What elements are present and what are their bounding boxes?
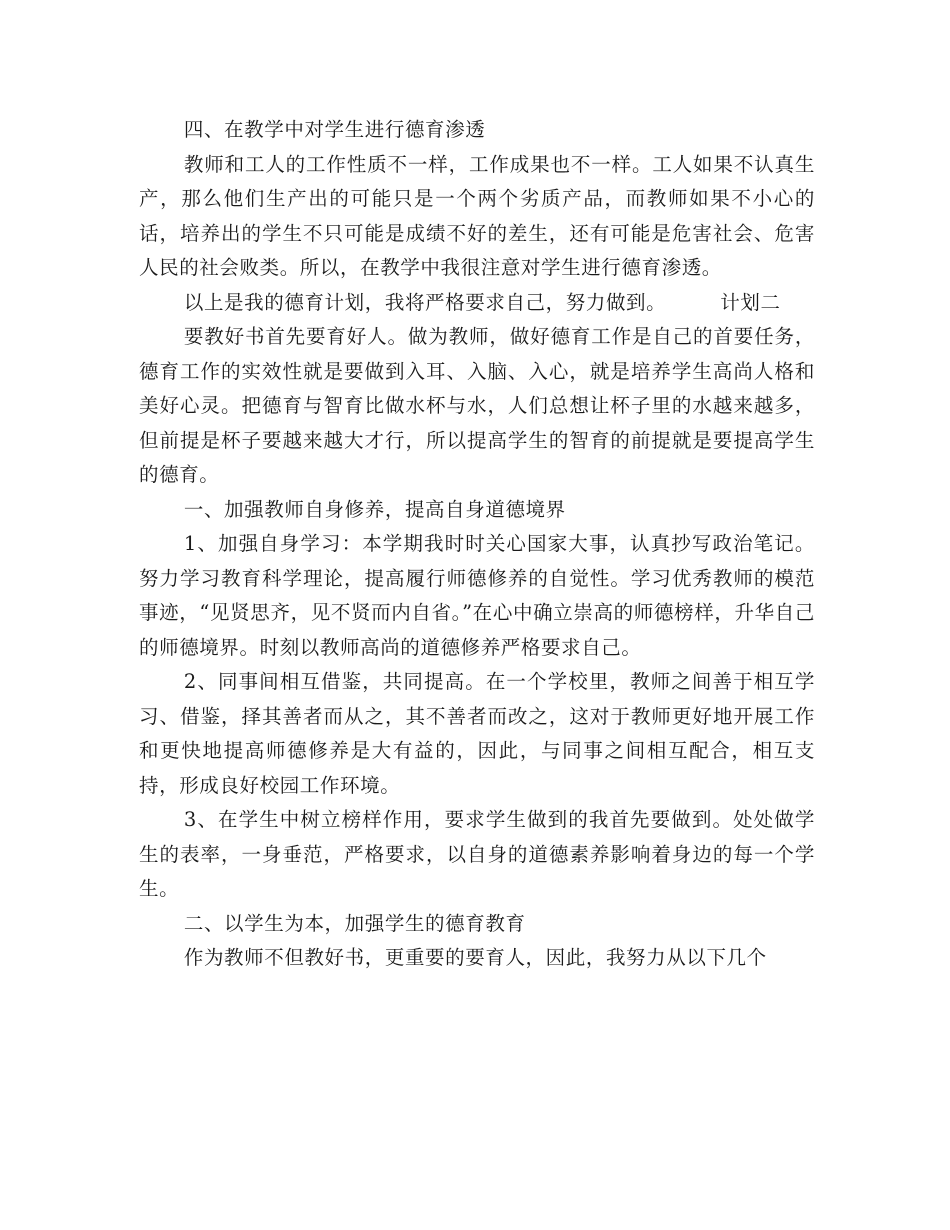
paragraph-text: 以上是我的德育计划，我将严格要求自己，努力做到。 [183, 290, 667, 314]
body-paragraph: 教师和工人的工作性质不一样，工作成果也不一样。工人如果不认真生产，那么他们生产出的可能只是一个两个劣质产品，而教师如果不小心的话，培养出的学生不只可能是成绩不好的差生，还有可能是危害社会、危害人民的社会败类。所以，在教学中我很注意对学生进行德育渗透。 [139, 152, 815, 279]
body-paragraph: 要教好书首先要育好人。做为教师，做好德育工作是自己的首要任务，德育工作的实效性就是要做到入耳、入脑、入心，就是培养学生高尚人格和美好心灵。把德育与智育比做水杯与水，人们总想让杯子里的水越来越多，但前提是杯子要越来越大才行，所以提高学生的智育的前提就是要提高学生的德育。 [139, 325, 815, 486]
body-paragraph: 1、加强自身学习：本学期我时时关心国家大事，认真抄写政治笔记。努力学习教育科学理论，提高履行师德修养的自觉性。学习优秀教师的模范事迹，“见贤思齐，见不贤而内自省。”在心中确立崇高的师德榜样，升华自己的师德境界。时刻以教师高尚的道德修养严格要求自己。 [139, 532, 815, 659]
document-body [139, 113, 815, 976]
section-heading: 二、以学生为本，加强学生的德育教育 [183, 911, 526, 935]
body-paragraph [139, 286, 815, 321]
body-paragraph: 2、同事间相互借鉴，共同提高。在一个学校里，教师之间善于相互学习、借鉴，择其善者而从之，其不善者而改之，这对于教师更好地开展工作和更快地提高师德修养是大有益的，因此，与同事之间相互配合，相互支持，形成良好校园工作环境。 [139, 670, 815, 797]
section-heading: 一、加强教师自身修养，提高自身道德境界 [183, 497, 566, 521]
section-heading: 四、在教学中对学生进行德育渗透 [183, 118, 486, 141]
plan-label: 计划二 [720, 290, 781, 314]
body-paragraph: 作为教师不但教好书，更重要的要育人，因此，我努力从以下几个 [183, 946, 767, 969]
body-paragraph: 3、在学生中树立榜样作用，要求学生做到的我首先要做到。处处做学生的表率，一身垂范，严格要求，以自身的道德素养影响着身边的每一个学生。 [139, 808, 815, 900]
